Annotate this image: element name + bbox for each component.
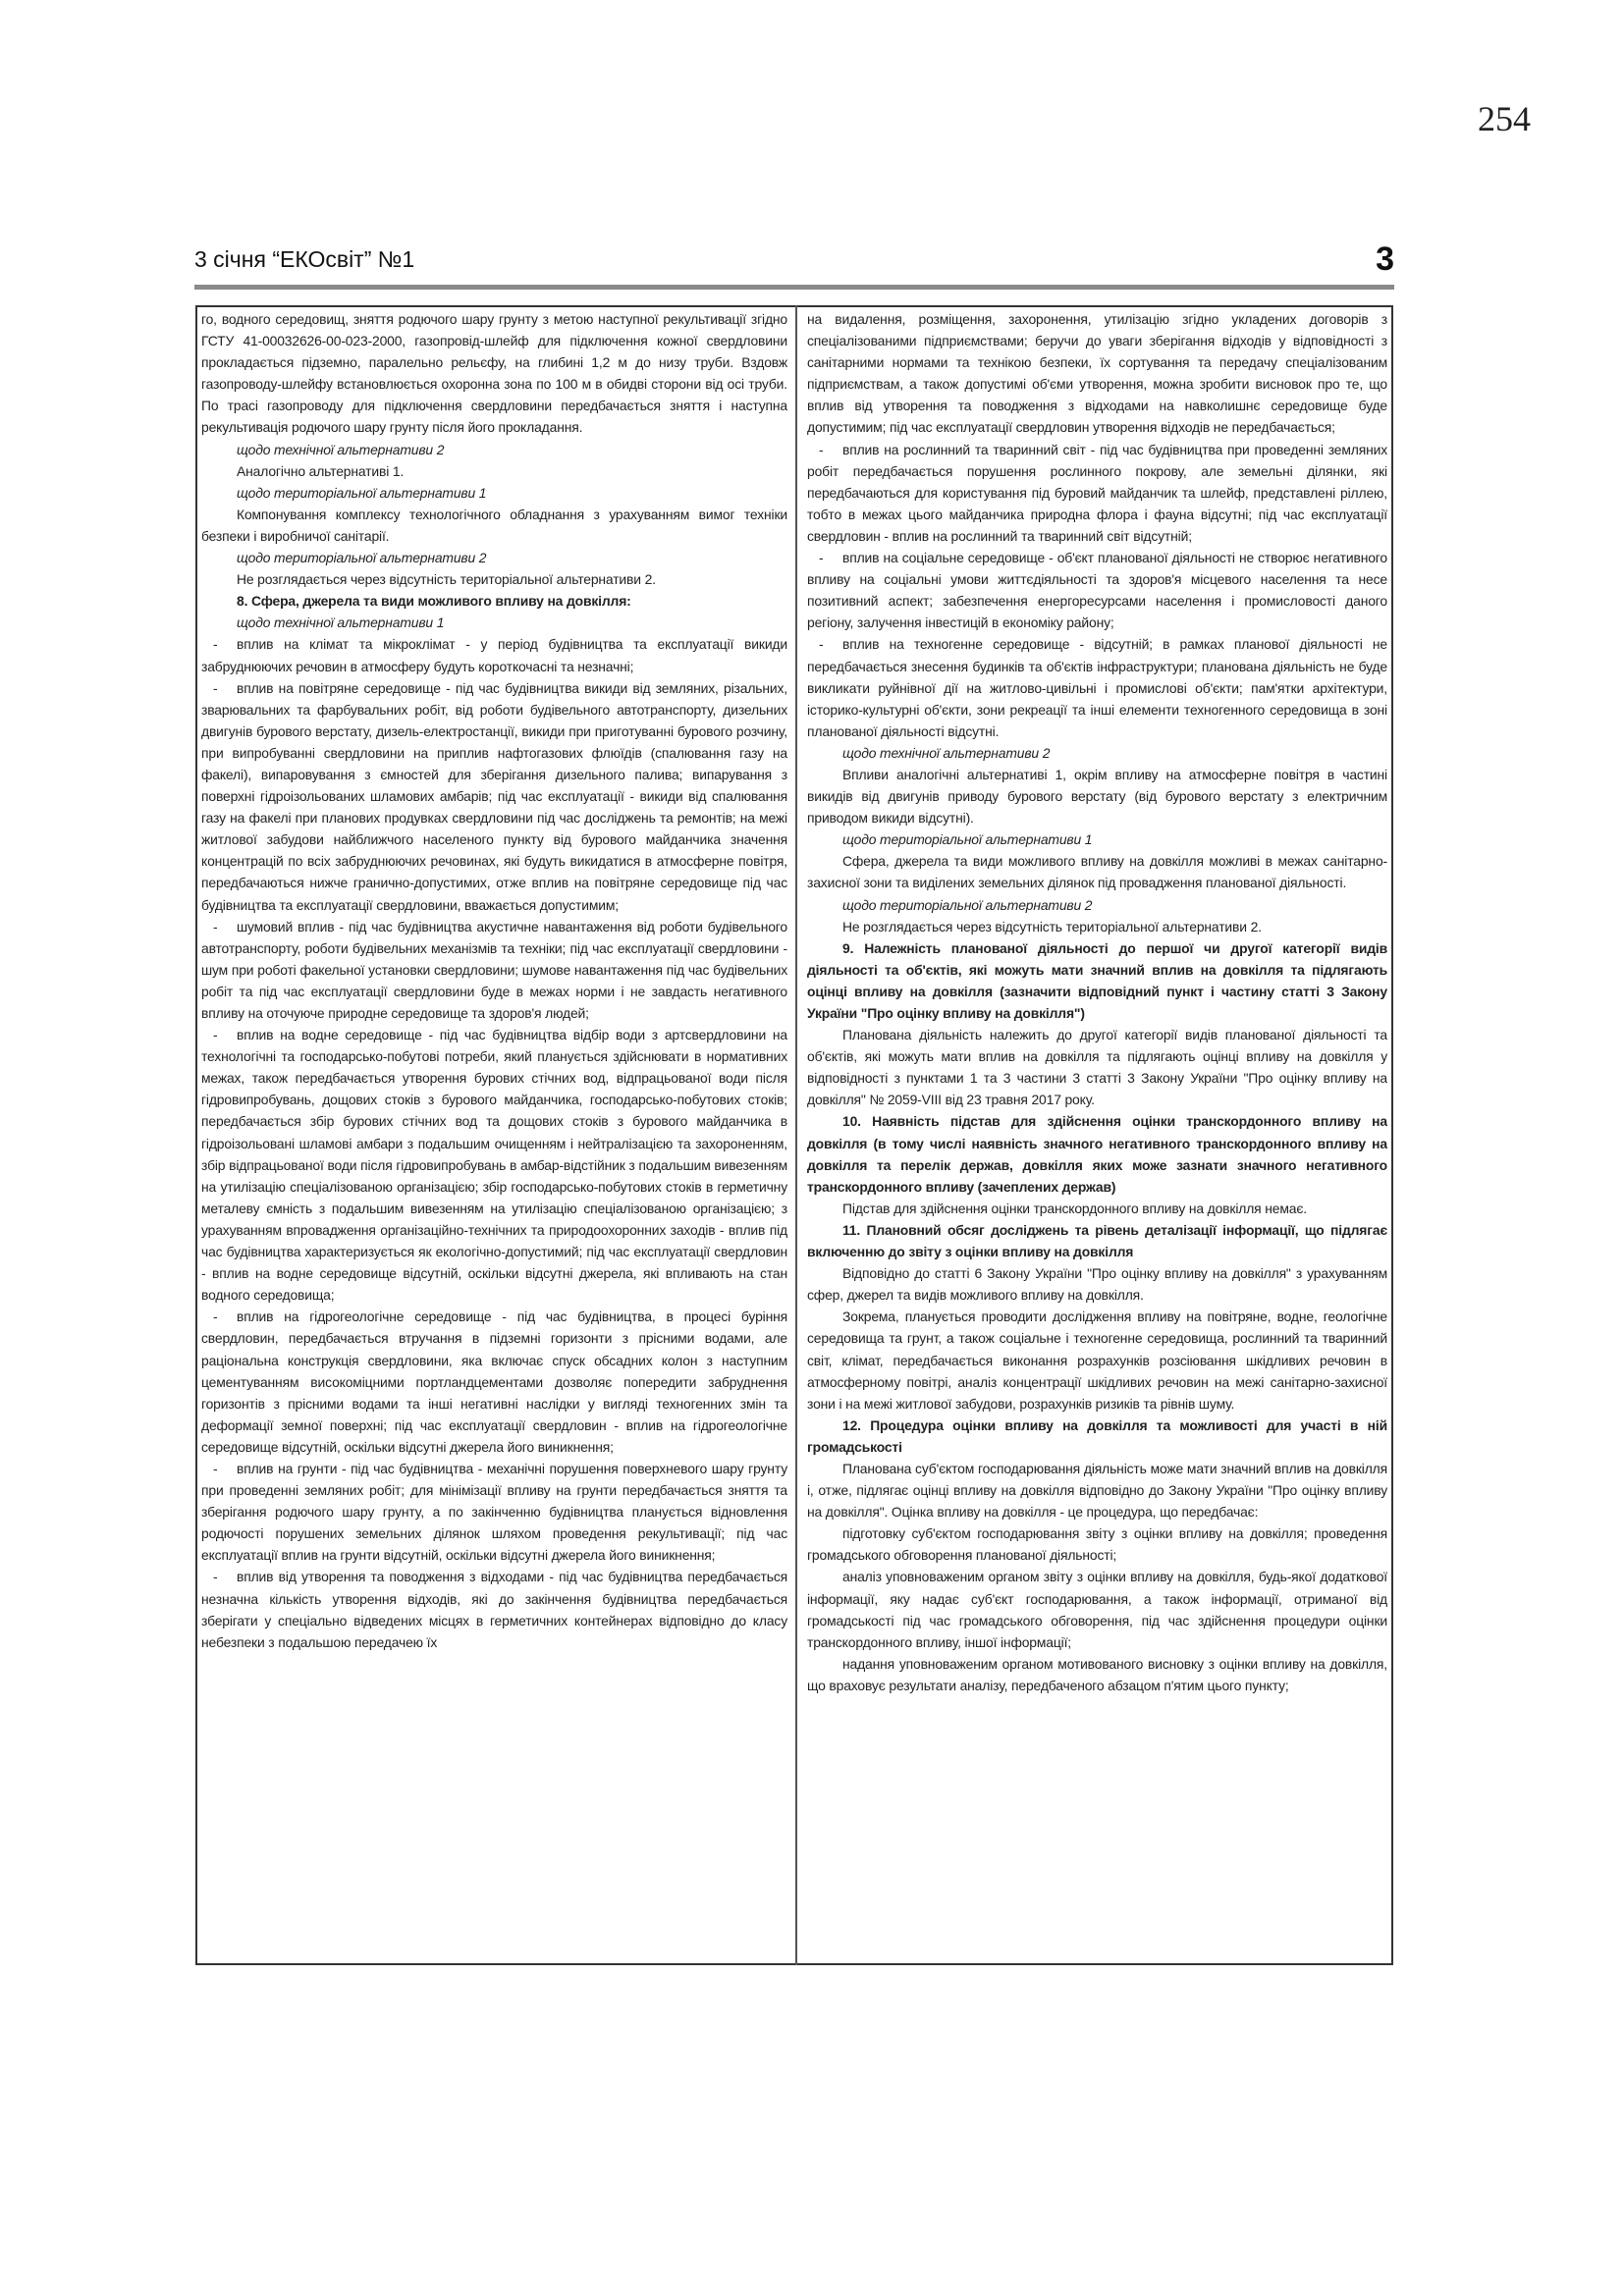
paragraph: Не розглядається через відсутність територіальної альтернативи 2. <box>237 571 656 588</box>
list-item-text: вплив на водне середовище - під час будівництва відбір води з артсвердловини на технологічні та господарсько-побутові потреби, який планується здійснювати в нормативних межах, також передбачається утворення бурових стічних вод, відпрацьованої води після гідровипробувань, дощових стоків з бурового майданчика, господарсько-побутових стоків; передбачається збір бурових стічних вод та дощових стоків з бурового майданчика в гідроізольовані шламові амбари з подальшим очищенням і нейтралізацією та захороненням, збір відпрацьованої води після гідровипробувань в амбар-відстійник з подальшим вивезенням на утилізацію спеціалізованою організацією; збір господарсько-побутових стоків в герметичну металеву ємність з подальшим вивезенням на утилізацію спеціалізованою організацією; з урахуванням впровадження організаційно-технічних та природоохоронних заходів - вплив під час будівництва характеризується як екологічно-допустимий; під час експлуатації свердловин - вплив на водне середовище відсутній, оскільки відсутні джерела, які впливають на стан водного середовища; <box>201 1027 787 1304</box>
list-dash: - <box>213 679 218 696</box>
paragraph <box>201 1566 787 1652</box>
paragraph: на видалення, розміщення, захоронення, утилізацію згідно укладених договорів з спеціалізованими підприємствами; беручи до уваги зберігання відходів у відповідності з санітарними нормами та технікою безпеки, їх сортування та передачу спеціалізованим підприємствам, а також допустимі об'єми утворення, можна зробити висновок про те, що вплив від утворення та поводження з відходами на навколишнє середовище буде допустимим; під час експлуатації свердловин утворення відходів не передбачається; <box>807 311 1387 436</box>
list-item-text: вплив від утворення та поводження з відходами - під час будівництва передбачається незначна кількість утворення відходів, які до закінчення будівництва передбачається зберігати у спеціально відведених місцях в герметичних контейнерах відповідно до класу небезпеки з подальшою передачею їх <box>201 1569 787 1650</box>
issue-label: 3 січня “ЕКОсвіт” №1 <box>194 246 415 272</box>
paragraph: Планована суб'єктом господарювання діяльність може мати значний вплив на довкілля і, отже, підлягає оцінці впливу на довкілля відповідно до Закону України "Про оцінку впливу на довкілля". Оцінка впливу на довкілля - це процедура, що передбачає: <box>807 1460 1387 1521</box>
left-column <box>201 308 787 1961</box>
paragraph: підготовку суб'єктом господарювання звіту з оцінки впливу на довкілля; проведення громадського обговорення планованої діяльності; <box>807 1525 1387 1564</box>
paragraph: щодо територіальної альтернативи 1 <box>237 484 487 501</box>
paragraph: Не розглядається через відсутність територіальної альтернативи 2. <box>842 918 1262 934</box>
paragraph: 11. Плановний обсяг досліджень та рівень деталізації інформації, що підлягає включенню до звіту з оцінки впливу на довкілля <box>807 1221 1387 1260</box>
paragraph: щодо територіальної альтернативи 1 <box>842 831 1093 848</box>
paragraph: Планована діяльність належить до другої категорії видів планованої діяльності та об'єктів, які можуть мати вплив на довкілля та підлягають оцінці впливу на довкілля у відповідності з пунктами 1 та 3 частини 3 статті 3 Закону України "Про оцінку впливу на довкілля" № 2059-VIII від 23 травня 2017 року. <box>807 1027 1387 1108</box>
list-item-text: вплив на повітряне середовище - під час будівництва викиди від земляних, різальних, зварювальних та фарбувальних робіт, від роботи будівельного автотранспорту, дизельних двигунів бурового верстату, дизель-електростанції, викиди при приготуванні бурового розчину, при випробуванні свердловини на приплив нафтогазових флюїдів (спалювання газу на факелі), випаровування з ємностей для зберігання дизельного палива; випарування з поверхні гідроізольованих шламових амбарів; під час експлуатації - викиди від спалювання газу на факелі при планових продувках свердловини під час досліджень та ремонтів; на межі житлової забудови найближчого населеного пункту від бурового майданчика значення концентрацій по всіх забруднюючих речовинах, які будуть викидатися в атмосферне повітря, передбачаються нижче гранично-допустимих, отже вплив на повітряне середовище під час будівництва та експлуатації свердловини, вважається допустимим; <box>201 679 787 913</box>
paragraph: щодо територіальної альтернативи 2 <box>842 896 1093 913</box>
list-item-text: вплив на соціальне середовище - об'єкт планованої діяльності не створює негативного впливу на соціальні умови життєдіяльності та здоров'я місцевого населення та несе позитивний аспект; забезпечення енергоресурсами населення і промисловості даного регіону, залучення інвестицій в економіку району; <box>807 550 1387 631</box>
paragraph <box>201 1024 787 1306</box>
paragraph: 12. Процедура оцінки впливу на довкілля та можливості для участі в ній громадськості <box>807 1416 1387 1455</box>
paragraph: щодо технічної альтернативи 2 <box>842 744 1051 761</box>
paragraph: щодо технічної альтернативи 2 <box>237 441 445 457</box>
paragraph: Впливи аналогічні альтернативі 1, окрім впливу на атмосферне повітря в частині викидів від двигунів приводу бурового верстату (від бурового верстату з електричним приводом викиди відсутні). <box>807 766 1387 827</box>
column-divider <box>795 305 797 1965</box>
paragraph: 10. Наявність підстав для здійснення оцінки транскордонного впливу на довкілля (в тому числі наявність значного негативного транскордонного впливу на довкілля та перелік держав, довкілля яких може зазнати значного негативного транскордонного впливу (зачеплених держав) <box>807 1113 1387 1195</box>
paragraph: щодо технічної альтернативи 1 <box>237 614 445 631</box>
paragraph <box>807 439 1387 547</box>
newspaper-page-number: 3 <box>1376 240 1394 278</box>
paragraph <box>201 1306 787 1458</box>
list-item-text: вплив на клімат та мікроклімат - у період будівництва та експлуатації викиди забруднюючих речовин в атмосферу будуть короткочасні та незначні; <box>201 636 787 674</box>
paragraph: Аналогічно альтернативі 1. <box>237 462 405 479</box>
paragraph: Компонування комплексу технологічного обладнання з урахуванням вимог техніки безпеки і виробничої санітарії. <box>201 506 787 544</box>
paragraph <box>807 547 1387 633</box>
paragraph: 8. Сфера, джерела та види можливого впливу на довкілля: <box>237 593 631 610</box>
paragraph <box>201 677 787 916</box>
paragraph: аналіз уповноваженим органом звіту з оцінки впливу на довкілля, будь-якої додаткової інформації, яку надає суб'єкт господарювання, а також інформації, отриманої від громадськості під час громадського обговорення, під час здійснення процедури оцінки транскордонного впливу, іншої інформації; <box>807 1569 1387 1650</box>
list-item-text: вплив на гідрогеологічне середовище - під час будівництва, в процесі буріння свердловин, передбачається втручання в підземні горизонти з прісними водами, але раціональна конструкція свердловини, яка включає спуск обсадних колон з наступним цементуванням високоміцними портландцементами дозволяє попередити забруднення горизонтів з прісними водами та інші негативні наслідки у вигляді техногенних змін та деформації земної поверхні; під час експлуатації свердловин - вплив на гідрогеологічне середовище відсутній, оскільки відсутні джерела його виникнення; <box>201 1308 787 1455</box>
paragraph: Зокрема, планується проводити дослідження впливу на повітряне, водне, геологічне середовища та грунт, а також соціальне і техногенне середовища, рослинний та тваринний світ, клімат, передбачається виконання розрахунків розсіювання шкідливих речовин в атмосферному повітрі, аналіз концентрації шкідливих речовин на межі санітарно-захисної зони і на межі житлової забудови, розрахунків ризиків та рівнів шуму. <box>807 1308 1387 1412</box>
paragraph <box>201 633 787 676</box>
list-item-text: шумовий вплив - під час будівництва акустичне навантаження від роботи будівельного автотранспорту, роботи будівельних механізмів та техніки; під час експлуатації свердловини - шум при роботі факельної установки свердловини; шумове навантаження під час будівельних робіт та під час експлуатації свердловини буде в межах норми і не завдасть негативного впливу на оточуюче природне середовище та здоров'я людей; <box>201 918 787 1021</box>
list-dash: - <box>213 1308 218 1325</box>
running-header <box>194 240 1394 284</box>
paragraph <box>807 633 1387 741</box>
header-rule <box>194 285 1394 290</box>
list-dash: - <box>819 636 824 653</box>
list-dash: - <box>819 441 824 457</box>
list-item-text: вплив на грунти - під час будівництва - механічні порушення поверхневого шару грунту при проведенні земляних робіт; для мінімізації впливу на грунти передбачається зняття та зберігання родючого шару грунту, а по закінченню будівництва планується відновлення родючості порушених земельних ділянок шляхом проведення рекультивації; під час експлуатації вплив на грунти відсутній, оскільки відсутні джерела його виникнення; <box>201 1460 787 1564</box>
list-dash: - <box>213 1460 218 1476</box>
list-dash: - <box>213 1569 218 1585</box>
list-item-text: вплив на техногенне середовище - відсутній; в рамках планової діяльності не передбачається знесення будинків та об'єктів інфраструктури; планована діяльність не буде викликати руйнівної дії на житлово-цивільні і промислові об'єкти; пам'ятки архітектури, історико-культурні об'єкти, зони рекреації та інші елементи техногенного середовища в зоні планованої діяльності відсутні. <box>807 636 1387 739</box>
paragraph <box>201 1458 787 1566</box>
paragraph <box>201 916 787 1024</box>
paragraph: надання уповноваженим органом мотивованого висновку з оцінки впливу на довкілля, що враховує результати аналізу, передбаченого абзацом п'ятим цього пункту; <box>807 1655 1387 1693</box>
right-column <box>807 308 1387 1961</box>
paragraph: Сфера, джерела та види можливого впливу на довкілля можливі в межах санітарно-захисної зони та виділених земельних ділянок під провадження планованої діяльності. <box>807 853 1387 891</box>
paragraph: Підстав для здійснення оцінки транскордонного впливу на довкілля немає. <box>842 1200 1307 1216</box>
paragraph: Відповідно до статті 6 Закону України "Про оцінку впливу на довкілля" з урахуванням сфер, джерел та видів можливого впливу на довкілля. <box>807 1265 1387 1304</box>
paragraph: го, водного середовищ, зняття родючого шару грунту з метою наступної рекультивації згідно ГСТУ 41-00032626-00-023-2000, газопровід-шлейф для підключення кожної свердловини прокладається підземно, паралельно рельєфу, на глибині 1,2 м до низу труби. Вздовж газопроводу-шлейфу встановлюється охоронна зона по 100 м в обидві сторони від осі труби. По трасі газопроводу для підключення свердловини передбачається зняття і наступна рекультивація родючого шару грунту після його прокладання. <box>201 311 787 436</box>
list-dash: - <box>213 918 218 934</box>
list-dash: - <box>213 1027 218 1043</box>
list-dash: - <box>819 550 824 566</box>
paragraph: щодо територіальної альтернативи 2 <box>237 550 487 566</box>
list-item-text: вплив на рослинний та тваринний світ - під час будівництва при проведенні земляних робіт передбачається порушення рослинного покрову, але земельні ділянки, які передбачаються для користування під буровий майданчик та шлейф, представлені ріллею, тобто в межах цього майданчика природна флора і фауна відсутні; під час експлуатації свердловин - вплив на рослинний та тваринний світ відсутній; <box>807 441 1387 544</box>
paragraph: 9. Належність планованої діяльності до першої чи другої категорії видів діяльності та об'єктів, які можуть мати значний вплив на довкілля та підлягають оцінці впливу на довкілля (зазначити відповідний пункт і частину статті 3 Закону України "Про оцінку впливу на довкілля") <box>807 939 1387 1021</box>
list-dash: - <box>213 636 218 653</box>
page-number: 254 <box>1478 99 1531 138</box>
